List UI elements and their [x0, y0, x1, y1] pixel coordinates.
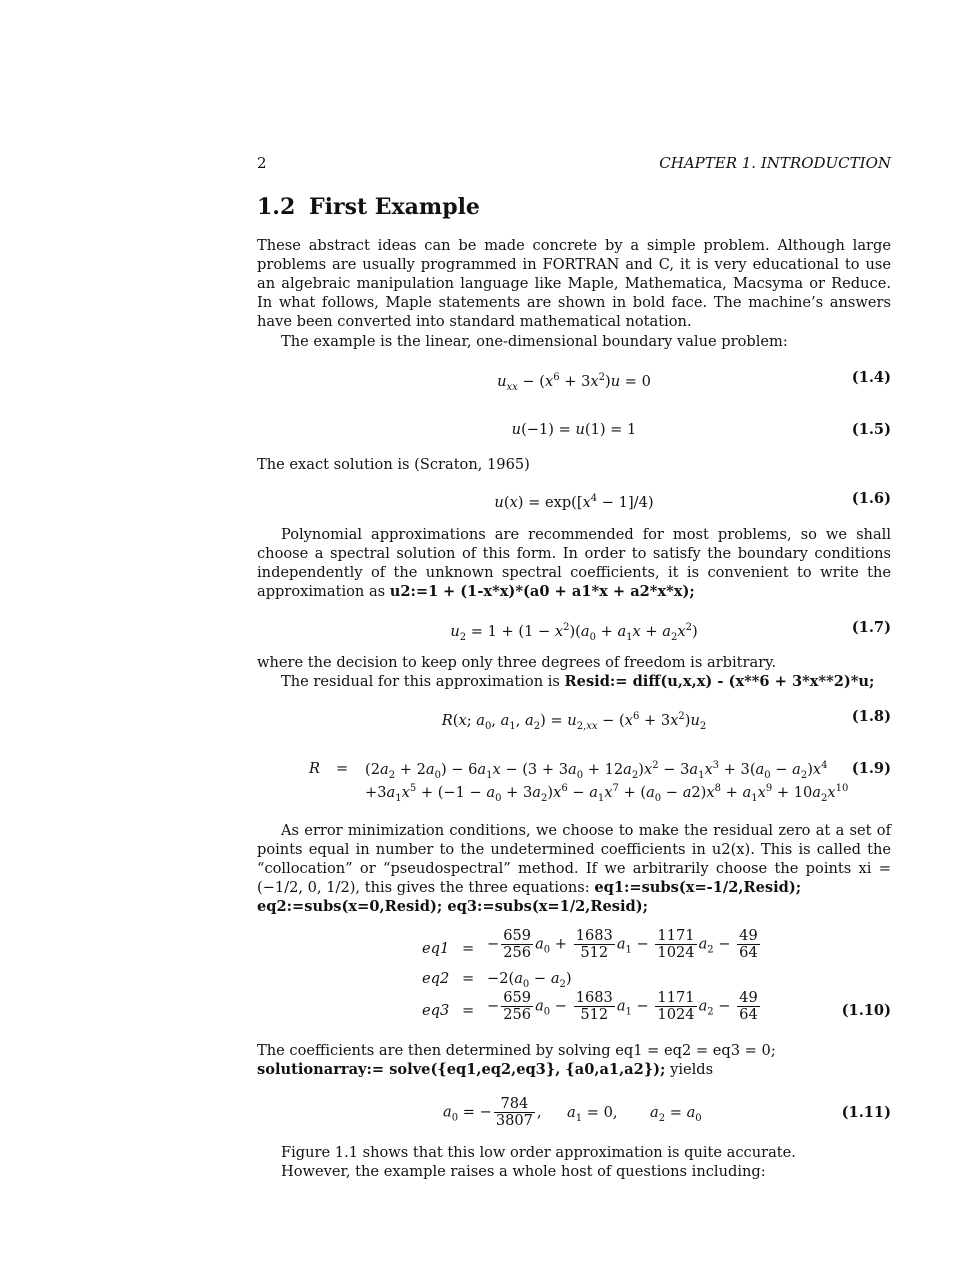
- eqsign: =: [462, 970, 475, 987]
- a0-solution: $a_0$ = − $\frac{784}{3807}$ ,: [443, 1095, 542, 1129]
- equation-body: R(x; $a_0$, $a_1$, $a_2) = u_{2,xx} - (x^6 + 3x^2)u_2$: [441, 711, 707, 732]
- paragraph-coefficients: [257, 1041, 891, 1079]
- paragraph-text: Polynomial approximations are recommended for most problems, so we shall choose a spectral solution of this form. In order to satisfy the boundary conditions independently of the unknown spectral coefficients, it is convenient to write the approximation as: [257, 526, 891, 600]
- paragraph-text: As error minimization conditions, we choose to make the residual zero at a set of points equal in number to the undetermined coefficients in u2(x). This is called the “collocation” or “pseudospectral” method. If we arbitrarily choose the points xi = (−1/2, 0, 1/2), this gives the three equations:: [257, 822, 891, 896]
- denominator: 1024: [657, 1006, 695, 1023]
- numerator: 1171: [657, 989, 695, 1006]
- a1-solution: $a_1 = 0$,: [567, 1104, 618, 1124]
- eq2-lhs: eq2: [422, 970, 450, 987]
- equation-body: $u_2 = 1 + (1 - x^2)(a_0 + a_1x + a_2x^2)$: [450, 622, 698, 643]
- equation-label: (1.4): [851, 369, 891, 386]
- denominator: 256: [503, 944, 532, 961]
- equation-body: u(−1) = u(1) = 1: [511, 421, 637, 438]
- equation-line-1: $(2a_2 + 2a_0) - 6a_1x - (3 + 3a_0 + 12a_2)x^2 - 3a_1x^3 + 3(a_0 - a_2)x^4$: [365, 760, 828, 781]
- equation-lhs: R: [309, 760, 320, 777]
- eqsign: =: [462, 1002, 475, 1019]
- maple-code: u2:=1: [389, 583, 439, 600]
- paragraph-collocation: [257, 821, 891, 916]
- equation-1-4: [257, 366, 891, 393]
- equation-body: $u_{xx} - (x^6 + 3x^2)u = 0$: [497, 372, 651, 393]
- paragraph-text: yields: [665, 1061, 714, 1078]
- paragraph-questions: However, the example raises a whole host of questions including:: [281, 1163, 766, 1180]
- equation-1-11: [257, 1094, 891, 1134]
- paragraph-exact-solution: The exact solution is (Scraton, 1965): [257, 456, 530, 473]
- equation-1-5: [257, 418, 891, 442]
- running-header: CHAPTER 1. INTRODUCTION: [659, 154, 891, 172]
- page-number: 2: [257, 154, 267, 172]
- denominator: 512: [580, 944, 609, 961]
- eq1-rhs: − $\frac{659}{256}$ $a_0$ + $\frac{1683}{512}$ $a_1$ − $\frac{1171}{1024}$ $a_2$ − $\frac{49}{64}$: [487, 927, 758, 961]
- numerator: 659: [503, 927, 532, 944]
- paragraph-figure: Figure 1.1 shows that this low order approximation is quite accurate.: [281, 1144, 796, 1161]
- equation-body: $u(x) = \exp([x^4 - 1]/4)$: [494, 493, 654, 511]
- paragraph-intro: These abstract ideas can be made concrete by a simple problem. Although large problems are usually programmed in FORTRAN and C, it is very educational to use an algebraic manipulation language like Maple, Mathematica, Macsyma or Reduce. In what follows, Maple statements are shown in bold face. The machine’s answers have been converted into standard mathematical notation.: [257, 237, 891, 330]
- equation-label: (1.9): [851, 760, 891, 777]
- maple-code: eq1:=subs(x=-1/2,Resid);: [594, 879, 802, 896]
- maple-code: + (1-x*x)*(a0 + a1*x + a2*x*x);: [442, 583, 695, 600]
- paragraph-example: The example is the linear, one-dimensional boundary value problem:: [281, 333, 788, 350]
- denominator: 256: [503, 1006, 532, 1023]
- equation-1-10: [257, 928, 891, 1034]
- eq3-rhs: − $\frac{659}{256}$ $a_0$ − $\frac{1683}{512}$ $a_1$ − $\frac{1171}{1024}$ $a_2$ − $\frac{49}{64}$: [487, 989, 758, 1023]
- maple-code: solutionarray:= solve({eq1,eq2,eq3}, {a0,a1,a2});: [257, 1061, 666, 1078]
- section-title-text: First Example: [309, 194, 480, 220]
- equation-1-7: [257, 616, 891, 643]
- equation-1-8: [257, 705, 891, 732]
- section-number: 1.2: [257, 194, 296, 220]
- equation-label: (1.6): [851, 490, 891, 507]
- numerator: 659: [503, 989, 532, 1006]
- denominator: 1024: [657, 944, 695, 961]
- numerator: 49: [739, 927, 758, 944]
- equation-1-9: [257, 758, 891, 806]
- denominator: 3807: [495, 1112, 533, 1129]
- numerator: 1683: [575, 927, 613, 944]
- equation-line-2: $+3a_1x^5 + (-1 - a_0 + 3a_2)x^6 - a_1x^7 + (a_0 - a2)x^8 + a_1x^9 + 10a_2x^{10}$: [365, 783, 849, 804]
- equation-eqsign: =: [336, 760, 349, 777]
- eq3-lhs: eq3: [422, 1002, 450, 1019]
- numerator: 1683: [575, 989, 613, 1006]
- numerator: 1171: [657, 927, 695, 944]
- numerator: 784: [494, 1096, 535, 1113]
- eqsign: =: [462, 940, 475, 957]
- a2-solution: $a_2 = a_0$: [650, 1104, 702, 1124]
- paragraph-text: The coefficients are then determined by solving eq1 = eq2 = eq3 = 0;: [257, 1042, 776, 1059]
- numerator: 49: [739, 989, 758, 1006]
- equation-label: (1.8): [851, 708, 891, 725]
- equation-label: (1.5): [851, 421, 891, 438]
- maple-code: eq2:=subs(x=0,Resid); eq3:=subs(x=1/2,Resid);: [257, 898, 649, 915]
- section-heading: [257, 194, 480, 220]
- paragraph-residual: [257, 672, 891, 691]
- paragraph-text: The residual for this approximation is: [281, 673, 565, 690]
- equation-label: (1.11): [841, 1104, 891, 1121]
- equation-label: (1.7): [851, 619, 891, 636]
- equation-label: (1.10): [841, 1002, 891, 1019]
- denominator: 64: [739, 944, 758, 961]
- paragraph-polynomial: [257, 525, 891, 601]
- equation-1-6: [257, 487, 891, 511]
- eq2-rhs: $-2(a_0 - a_2)$: [487, 970, 572, 990]
- eq1-lhs: eq1: [422, 940, 450, 957]
- denominator: 64: [739, 1006, 758, 1023]
- denominator: 512: [580, 1006, 609, 1023]
- maple-code: Resid:= diff(u,x,x) - (x**6 + 3*x**2)*u;: [564, 673, 875, 690]
- paragraph-decision: where the decision to keep only three degrees of freedom is arbitrary.: [257, 654, 777, 671]
